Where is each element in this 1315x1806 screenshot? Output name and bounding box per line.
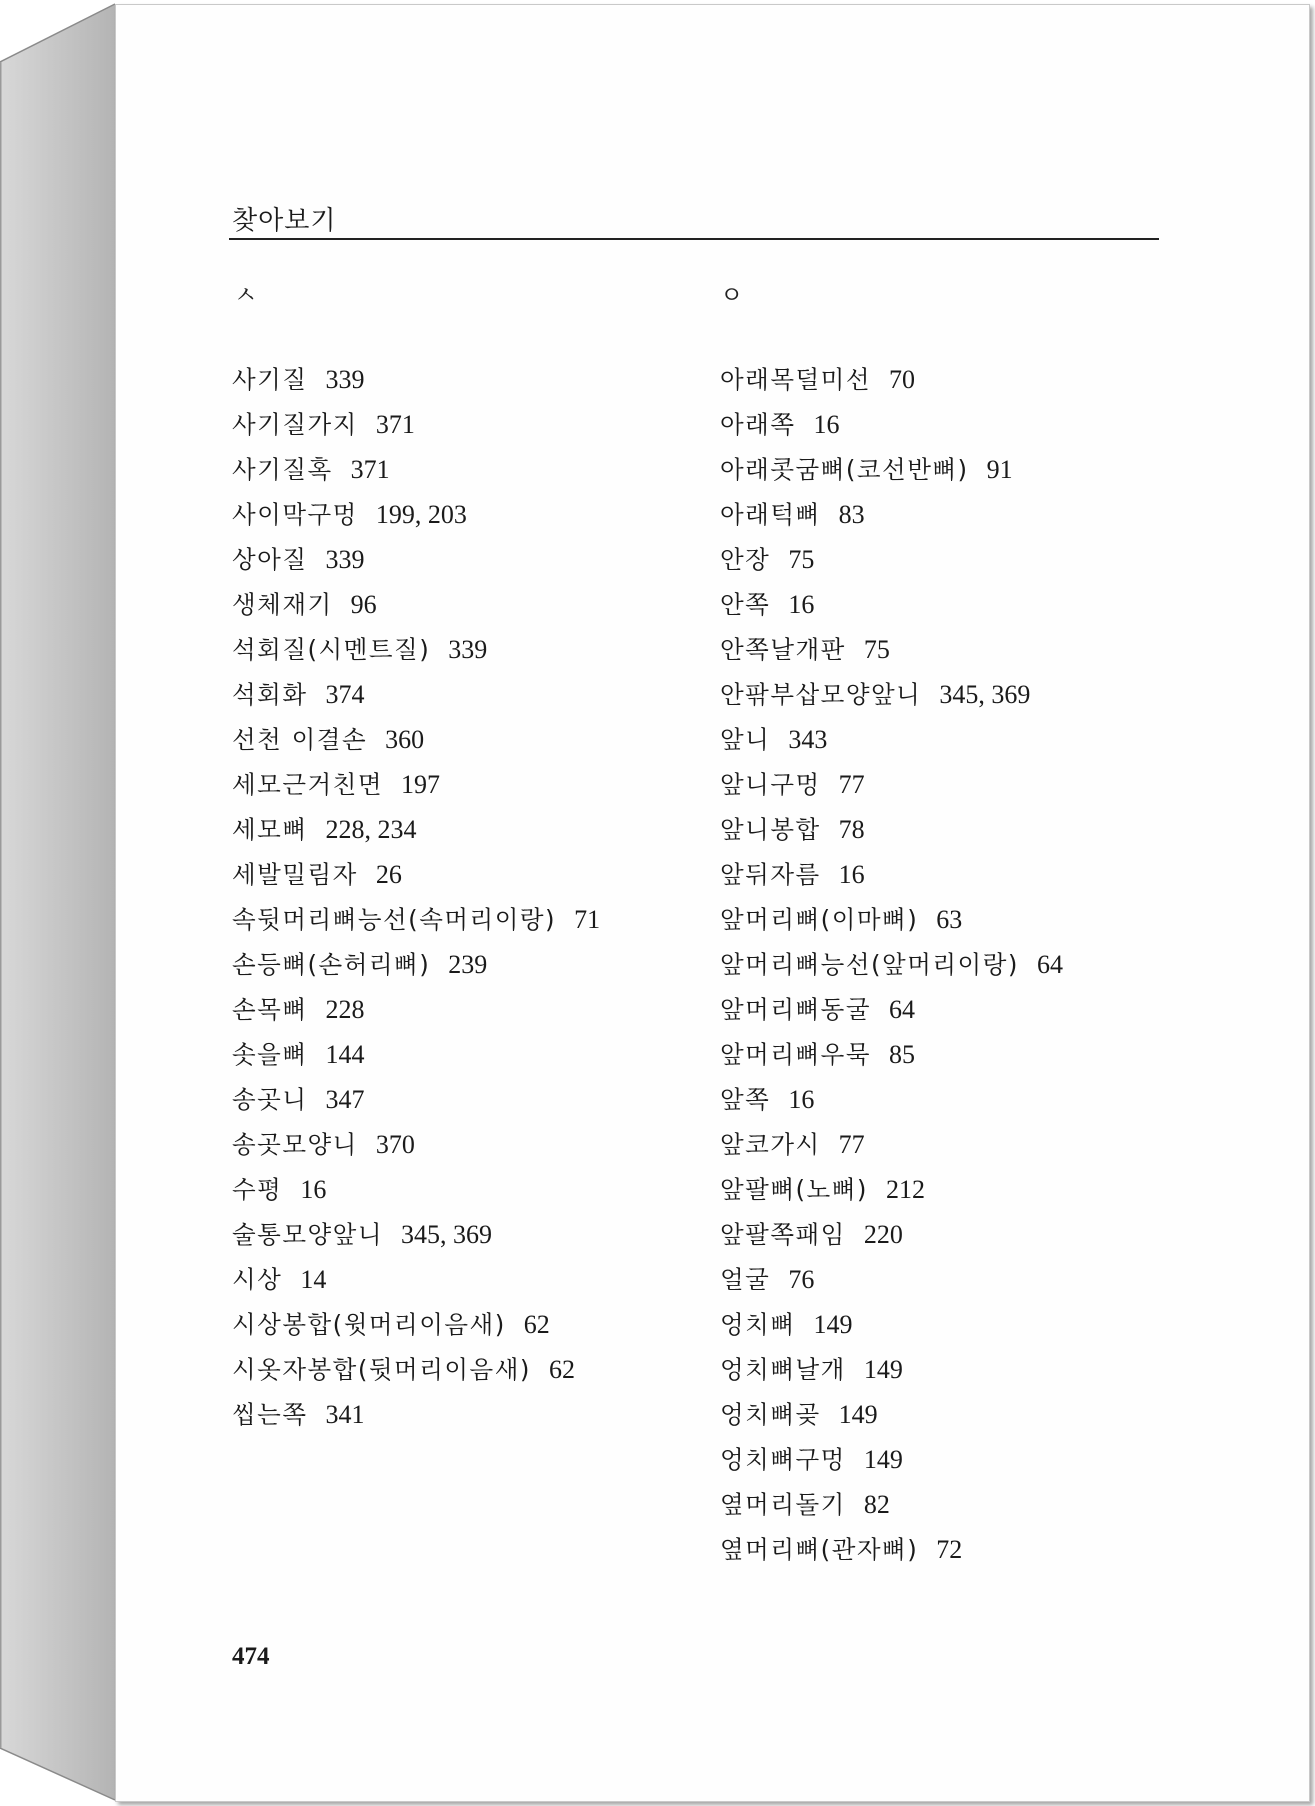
index-page-refs: 360	[385, 725, 425, 754]
index-page-refs: 339	[325, 365, 365, 394]
index-term: 선천 이결손	[232, 725, 368, 754]
index-entry	[232, 1392, 600, 1437]
index-entry	[232, 807, 600, 852]
index-entry	[232, 987, 600, 1032]
index-page-refs: 75	[863, 635, 890, 664]
index-term: 앞뒤자름	[720, 860, 821, 889]
index-page-refs: 341	[325, 1400, 365, 1429]
index-entry	[232, 1302, 600, 1347]
index-page-refs: 370	[375, 1130, 415, 1159]
index-term: 옆머리돌기	[720, 1490, 846, 1519]
index-term: 석회질(시멘트질)	[232, 635, 431, 664]
index-entry	[232, 1212, 600, 1257]
index-page-refs: 345, 369	[939, 680, 1031, 709]
index-page-refs: 149	[863, 1355, 903, 1384]
index-page-refs: 212	[885, 1175, 925, 1204]
index-term: 아래콧굼뼈(코선반뼈)	[720, 455, 969, 484]
index-entry	[720, 807, 1063, 852]
index-page-refs: 70	[889, 365, 916, 394]
index-entry	[720, 492, 1063, 537]
index-page-refs: 16	[838, 860, 865, 889]
index-page-refs: 374	[325, 680, 365, 709]
index-term: 앞니구멍	[720, 770, 821, 799]
index-term: 엉치뼈구멍	[720, 1445, 846, 1474]
index-entry	[232, 447, 600, 492]
index-entry	[720, 627, 1063, 672]
index-term: 앞니봉합	[720, 815, 821, 844]
index-term: 앞쪽	[720, 1085, 771, 1114]
index-entry	[720, 1212, 1063, 1257]
index-page-refs: 197	[401, 770, 441, 799]
index-term: 앞팔뼈(노뼈)	[720, 1175, 868, 1204]
index-entry	[232, 1347, 600, 1392]
index-page-refs: 78	[838, 815, 865, 844]
index-entry	[232, 1167, 600, 1212]
index-page-refs: 71	[574, 905, 601, 934]
index-term: 속뒷머리뼈능선(속머리이랑)	[232, 905, 557, 934]
index-term: 석회화	[232, 680, 308, 709]
index-page-refs: 77	[838, 1130, 865, 1159]
index-term: 송곳니	[232, 1085, 308, 1114]
index-page-refs: 339	[325, 545, 365, 574]
index-entry	[232, 897, 600, 942]
index-term: 사기질혹	[232, 455, 333, 484]
index-term: 안쪽날개판	[720, 635, 846, 664]
index-page-refs: 14	[300, 1265, 327, 1294]
index-term: 안팎부삽모양앞니	[720, 680, 922, 709]
index-entry	[720, 762, 1063, 807]
index-term: 엉치뼈날개	[720, 1355, 846, 1384]
index-page-refs: 63	[936, 905, 963, 934]
index-entry	[720, 852, 1063, 897]
index-page-refs: 149	[863, 1445, 903, 1474]
index-entry	[232, 1032, 600, 1077]
index-entry	[720, 672, 1063, 717]
index-term: 시옷자봉합(뒷머리이음새)	[232, 1355, 531, 1384]
index-page-refs: 149	[838, 1400, 878, 1429]
index-entry	[232, 402, 600, 447]
index-entry	[720, 1122, 1063, 1167]
index-term: 세발밀림자	[232, 860, 358, 889]
index-entry	[232, 942, 600, 987]
index-page-refs: 62	[523, 1310, 550, 1339]
index-term: 수평	[232, 1175, 283, 1204]
left-index-column	[232, 357, 600, 1437]
index-term: 안쪽	[720, 590, 771, 619]
index-entry	[720, 897, 1063, 942]
index-entry	[720, 582, 1063, 627]
index-page-refs: 220	[863, 1220, 903, 1249]
left-section-letter: ㅅ	[234, 281, 258, 309]
index-term: 아래목덜미선	[720, 365, 872, 394]
index-entry	[720, 1257, 1063, 1302]
index-page-refs: 62	[548, 1355, 575, 1384]
index-term: 앞머리뼈동굴	[720, 995, 872, 1024]
right-index-column	[720, 357, 1063, 1572]
index-term: 솟을뼈	[232, 1040, 308, 1069]
index-entry	[232, 627, 600, 672]
index-page-refs: 371	[375, 410, 415, 439]
index-term: 엉치뼈	[720, 1310, 796, 1339]
index-entry	[232, 1077, 600, 1122]
index-term: 얼굴	[720, 1265, 771, 1294]
index-page-refs: 16	[788, 1085, 815, 1114]
index-entry	[720, 1482, 1063, 1527]
book-spine	[0, 0, 118, 1806]
index-page-refs: 228	[325, 995, 365, 1024]
index-term: 사기질가지	[232, 410, 358, 439]
index-entry	[232, 852, 600, 897]
index-term: 손목뼈	[232, 995, 308, 1024]
index-entry	[232, 1122, 600, 1167]
index-term: 시상봉합(윗머리이음새)	[232, 1310, 506, 1339]
index-entry	[720, 1437, 1063, 1482]
index-term: 안장	[720, 545, 771, 574]
index-term: 송곳모양니	[232, 1130, 358, 1159]
index-page-refs: 72	[936, 1535, 963, 1564]
index-page-refs: 199, 203	[375, 500, 467, 529]
index-term: 생체재기	[232, 590, 333, 619]
index-term: 옆머리뼈(관자뼈)	[720, 1535, 919, 1564]
index-entry	[232, 1257, 600, 1302]
header-rule	[229, 238, 1159, 240]
index-term: 사이막구멍	[232, 500, 358, 529]
index-entry	[720, 1167, 1063, 1212]
index-term: 앞니	[720, 725, 771, 754]
index-page-refs: 82	[863, 1490, 890, 1519]
index-entry	[720, 447, 1063, 492]
index-entry	[232, 357, 600, 402]
index-entry	[720, 1347, 1063, 1392]
index-page-refs: 83	[838, 500, 865, 529]
index-entry	[720, 1392, 1063, 1437]
index-page-refs: 347	[325, 1085, 365, 1114]
index-entry	[720, 357, 1063, 402]
index-term: 상아질	[232, 545, 308, 574]
index-entry	[232, 717, 600, 762]
running-head: 찾아보기	[232, 206, 337, 236]
index-term: 손등뼈(손허리뼈)	[232, 950, 431, 979]
index-term: 사기질	[232, 365, 308, 394]
index-term: 술통모양앞니	[232, 1220, 384, 1249]
index-entry	[720, 1032, 1063, 1077]
index-term: 세모뼈	[232, 815, 308, 844]
index-entry	[720, 987, 1063, 1032]
index-term: 아래쪽	[720, 410, 796, 439]
index-page-refs: 77	[838, 770, 865, 799]
index-entry	[232, 537, 600, 582]
index-page-refs: 75	[788, 545, 815, 574]
index-page-refs: 343	[788, 725, 828, 754]
index-entry	[720, 1527, 1063, 1572]
index-entry	[232, 492, 600, 537]
index-entry	[720, 1302, 1063, 1347]
index-term: 아래턱뼈	[720, 500, 821, 529]
index-page-refs: 149	[813, 1310, 853, 1339]
index-entry	[232, 582, 600, 627]
index-term: 앞팔쪽패임	[720, 1220, 846, 1249]
index-page-refs: 85	[889, 1040, 916, 1069]
index-term: 앞머리뼈능선(앞머리이랑)	[720, 950, 1019, 979]
index-term: 앞코가시	[720, 1130, 821, 1159]
index-term: 시상	[232, 1265, 283, 1294]
index-term: 앞머리뼈(이마뼈)	[720, 905, 919, 934]
index-term: 세모근거친면	[232, 770, 384, 799]
index-page-refs: 16	[300, 1175, 327, 1204]
index-page-refs: 91	[986, 455, 1013, 484]
index-page-refs: 371	[350, 455, 390, 484]
index-page-refs: 345, 369	[401, 1220, 493, 1249]
index-page-refs: 228, 234	[325, 815, 417, 844]
index-page-refs: 64	[1036, 950, 1063, 979]
index-entry	[232, 762, 600, 807]
index-page-refs: 144	[325, 1040, 365, 1069]
page-number: 474	[232, 1643, 270, 1670]
index-page-refs: 239	[448, 950, 488, 979]
index-page-refs: 339	[448, 635, 488, 664]
index-entry	[720, 942, 1063, 987]
index-page-refs: 76	[788, 1265, 815, 1294]
index-page-refs: 16	[813, 410, 840, 439]
index-entry	[720, 717, 1063, 762]
index-page-refs: 26	[375, 860, 402, 889]
index-term: 앞머리뼈우묵	[720, 1040, 872, 1069]
index-term: 엉치뼈곶	[720, 1400, 821, 1429]
index-entry	[720, 402, 1063, 447]
index-page-refs: 96	[350, 590, 377, 619]
index-page-refs: 16	[788, 590, 815, 619]
right-section-letter: ㅇ	[720, 281, 744, 309]
index-entry	[720, 537, 1063, 582]
index-entry	[720, 1077, 1063, 1122]
index-page-refs: 64	[889, 995, 916, 1024]
index-entry	[232, 672, 600, 717]
index-term: 씹는쪽	[232, 1400, 308, 1429]
